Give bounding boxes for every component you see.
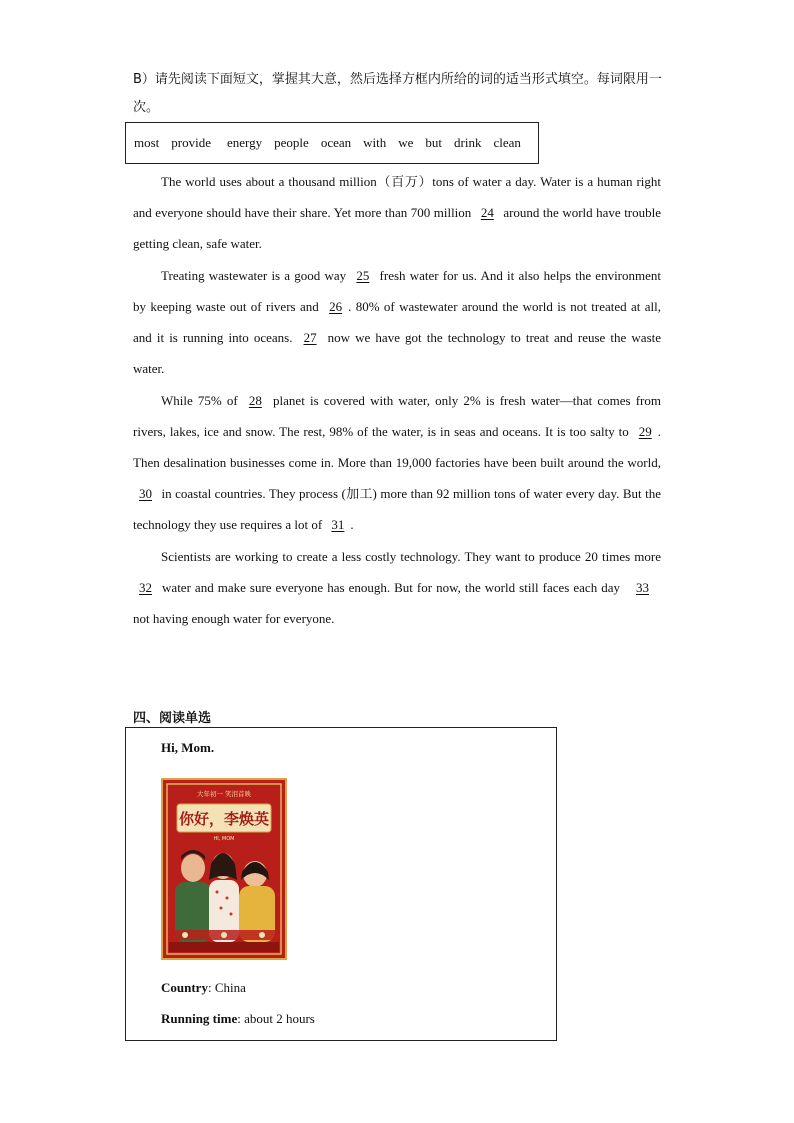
paragraph-text: . — [350, 517, 354, 532]
word-bank-item: energy — [227, 135, 263, 150]
movie-poster-image — [161, 778, 287, 960]
poster-subtitle: HI, MOM — [213, 836, 235, 842]
blank-31[interactable]: 31 — [331, 517, 345, 532]
blank-24[interactable]: 24 — [480, 205, 494, 220]
running-time-label: Running time — [161, 1011, 238, 1026]
blank-30[interactable]: 30 — [139, 486, 152, 501]
blank-25[interactable]: 25 — [356, 268, 370, 283]
word-bank-item: with — [363, 135, 387, 150]
word-bank-item: most — [134, 135, 160, 150]
word-bank-item: drink — [454, 135, 482, 150]
paragraph-text: Treating wastewater is a good way — [161, 268, 347, 283]
blank-26[interactable]: 26 — [329, 299, 343, 314]
paragraph-text: now we have got the technology to treat and reuse the waste water. — [133, 330, 662, 376]
country-field: Country: China — [161, 980, 246, 995]
word-bank-item: clean — [493, 135, 521, 150]
paragraph-text: The world uses about a thousand million（百万）tons of water a day. Water is a human right and everyone should have their share. Yet more than 700 million — [133, 174, 661, 220]
paragraph-text: water and make sure everyone has enough. But for now, the world still faces each day — [162, 580, 620, 595]
blank-28[interactable]: 28 — [248, 393, 262, 408]
paragraph-2 — [133, 260, 661, 384]
word-bank-item: people — [274, 135, 309, 150]
paragraph-1 — [133, 166, 661, 259]
paragraph-text: planet is covered with water, only 2% is fresh water—that comes from rivers, lakes, ice and snow. The rest, 98% of the water, is in seas and oceans. It is too salty to — [133, 393, 661, 439]
blank-27[interactable]: 27 — [303, 330, 317, 345]
movie-title: Hi, Mom. — [161, 740, 215, 755]
word-bank-box — [125, 122, 539, 164]
paragraph-text: fresh water for us. And it also helps the environment by keeping waste out of rivers and — [133, 268, 662, 314]
poster-title: 你好，李焕英 — [178, 810, 270, 828]
movie-card — [125, 727, 557, 1041]
word-bank-item: provide — [171, 135, 212, 150]
movie-poster-art — [163, 780, 285, 958]
instruction-text: B）请先阅读下面短文，掌握其大意，然后选择方框内所给的词的适当形式填空。每词限用一次。 — [133, 72, 662, 115]
paragraph-text: While 75% of — [161, 393, 238, 408]
running-time-field: Running time: about 2 hours — [161, 1011, 315, 1026]
section-title: 四、阅读单选 — [133, 711, 212, 726]
paragraph-text: around the world have trouble getting clean, safe water. — [133, 205, 662, 251]
paragraph-text: . Then desalination businesses come in. More than 19,000 factories have been built around the world, — [133, 424, 661, 470]
paragraph-text: Scientists are working to create a less costly technology. They want to produce 20 times more — [161, 549, 661, 564]
paragraph-text: in coastal countries. They process (加工) more than 92 million tons of water every day. But the technology they use requires a lot of — [133, 486, 662, 532]
paragraph-text: . 80% of wastewater around the world is not treated at all, and it is running into oceans. — [133, 299, 661, 345]
poster-tagline: 大年初一 笑泪首映 — [196, 790, 252, 798]
blank-32[interactable]: 32 — [139, 580, 152, 595]
running-time-value: about 2 hours — [244, 1011, 315, 1026]
blank-29[interactable]: 29 — [638, 424, 652, 439]
blank-33[interactable]: 33 — [636, 580, 650, 595]
paragraph-3 — [133, 385, 661, 540]
country-value: China — [214, 980, 246, 995]
word-bank-item: we — [398, 135, 414, 150]
country-label: Country — [161, 980, 208, 995]
word-bank-item: but — [425, 135, 443, 150]
word-bank-item: ocean — [320, 135, 352, 150]
paragraph-4 — [133, 541, 661, 634]
paragraph-text: not having enough water for everyone. — [133, 611, 335, 626]
